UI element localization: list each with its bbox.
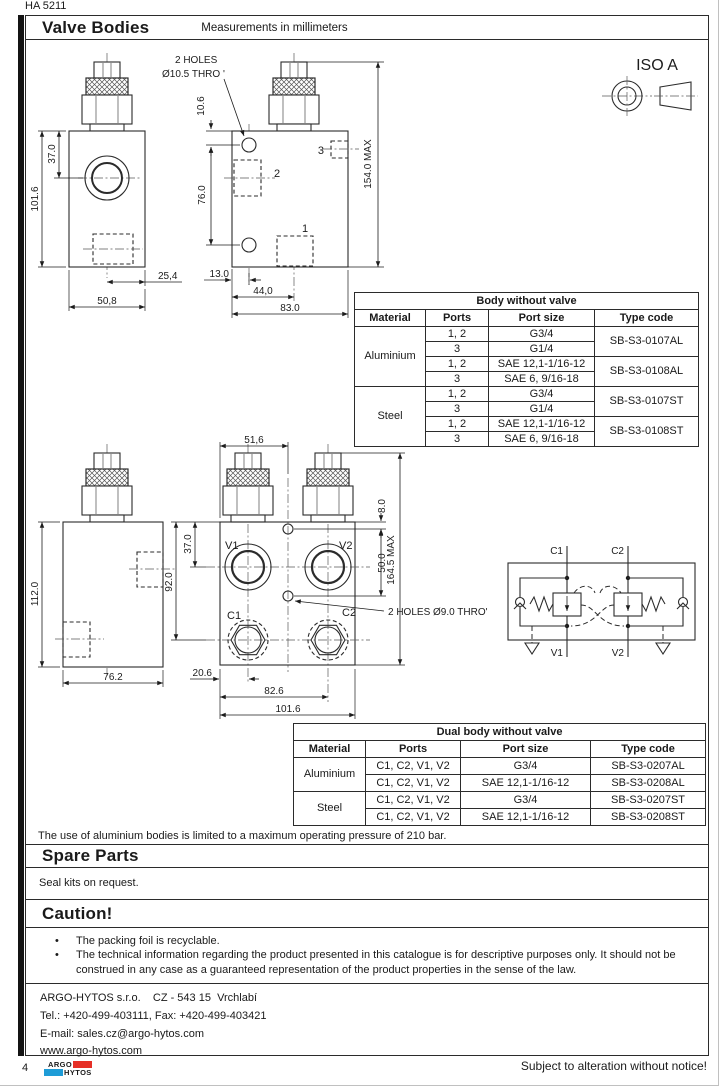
table1-col-ports: Ports xyxy=(426,310,489,327)
alteration-note: Subject to alteration without notice! xyxy=(520,1059,707,1073)
holes-note-line1: 2 HOLES xyxy=(175,55,218,66)
caution-title: Caution! xyxy=(42,903,113,923)
section-contact xyxy=(25,983,709,1056)
port-size-cell: SAE 12,1-1/16-12 xyxy=(489,417,595,432)
dual-body-side-view xyxy=(30,444,177,687)
port-3-label: 3 xyxy=(317,145,324,157)
table2-col-type-code: Type code xyxy=(591,741,706,758)
ports-cell: 1, 2 xyxy=(426,357,489,372)
port-size-cell: G1/4 xyxy=(489,342,595,357)
section-spare-parts-header xyxy=(25,844,709,868)
cartridge-cap-icon xyxy=(82,453,132,522)
iso-a-symbol xyxy=(594,50,712,114)
dim-37-0: 37.0 xyxy=(183,534,194,554)
section-caution-body xyxy=(25,927,709,984)
contact-address: ARGO-HYTOS s.r.o. CZ - 543 15 Vrchlabí xyxy=(40,992,258,1004)
ports-cell: 3 xyxy=(426,342,489,357)
spring-icon xyxy=(642,597,665,611)
port-size-cell: G3/4 xyxy=(461,758,591,775)
ports-cell: 3 xyxy=(426,372,489,387)
aluminium-pressure-note: The use of aluminium bodies is limited to a maximum operating pressure of 210 bar. xyxy=(38,830,447,842)
cartridge-cap-icon xyxy=(82,62,132,131)
cartridge-cap-icon xyxy=(269,62,319,131)
material-cell: Steel xyxy=(355,387,426,447)
schematic-c1-label: C1 xyxy=(550,546,563,557)
check-valve-icon xyxy=(516,598,525,607)
doc-code: HA 5211 xyxy=(25,0,67,12)
table-row xyxy=(294,792,706,809)
port-v2-label: V2 xyxy=(339,540,353,552)
ports-cell: C1, C2, V1, V2 xyxy=(366,775,461,792)
dual-body-front-view xyxy=(164,435,488,719)
caution-bullet-2: • The technical information regarding the product presented in this catalogue is for descriptive purposes only. It should not be construed in any case as a guaranteed representation of the product properties in the sense of the law. xyxy=(76,948,684,977)
port-c1-label: C1 xyxy=(227,610,242,622)
table-row xyxy=(355,327,699,342)
type-code-cell: SB-S3-0107AL xyxy=(595,327,699,357)
body-without-valve-table xyxy=(354,292,699,447)
page-title: Valve Bodies xyxy=(42,17,150,37)
contact-phone-fax: Tel.: +420-499-403111, Fax: +420-499-403421 xyxy=(40,1009,267,1022)
section-spare-parts-body xyxy=(25,867,709,900)
table1-title: Body without valve xyxy=(355,293,699,310)
ports-cell: 3 xyxy=(426,402,489,417)
iso-a-label: ISO A xyxy=(636,57,678,74)
caution-bullet-1: • The packing foil is recyclable. xyxy=(76,934,684,948)
check-valve-icon xyxy=(679,598,688,607)
table1-col-material: Material xyxy=(355,310,426,327)
port-size-cell: SAE 6, 9/16-18 xyxy=(489,432,595,447)
ports-cell: 3 xyxy=(426,432,489,447)
dim-50: 50.0 xyxy=(377,553,388,573)
table2-col-material: Material xyxy=(294,741,366,758)
dim-25-4: 25,4 xyxy=(158,271,178,282)
dual-body-without-valve-table xyxy=(293,723,706,826)
dim-154-max: 154.0 MAX xyxy=(363,139,374,189)
table-row xyxy=(355,387,699,402)
port-size-cell: SAE 6, 9/16-18 xyxy=(489,372,595,387)
port-size-cell: G1/4 xyxy=(489,402,595,417)
type-code-cell: SB-S3-0107ST xyxy=(595,387,699,417)
dim-51-6: 51,6 xyxy=(244,435,264,446)
dim-10-6: 10.6 xyxy=(196,96,207,116)
holes-note: 2 HOLES Ø9.0 THRO' xyxy=(388,607,488,618)
ports-cell: C1, C2, V1, V2 xyxy=(366,792,461,809)
type-code-cell: SB-S3-0108AL xyxy=(595,357,699,387)
schematic-v2-label: V2 xyxy=(611,648,624,659)
ports-cell: C1, C2, V1, V2 xyxy=(366,758,461,775)
table-row xyxy=(294,758,706,775)
table2-col-ports: Ports xyxy=(366,741,461,758)
cartridge-cap-icon xyxy=(223,453,273,522)
logo-hytos-text: HYTOS xyxy=(64,1067,92,1077)
port-1-label: 1 xyxy=(301,223,309,235)
spring-icon xyxy=(530,597,553,611)
dim-83: 83.0 xyxy=(280,303,300,314)
schematic-v1-label: V1 xyxy=(550,648,563,659)
table2-col-port-size: Port size xyxy=(461,741,591,758)
port-size-cell: G3/4 xyxy=(489,327,595,342)
section-caution-header xyxy=(25,899,709,928)
argo-hytos-logo xyxy=(44,1061,92,1076)
logo-blue-square-icon xyxy=(44,1069,63,1076)
dim-44: 44,0 xyxy=(253,286,273,297)
dual-body-drawing xyxy=(28,430,500,732)
single-body-side-view xyxy=(30,53,182,311)
type-code-cell: SB-S3-0207AL xyxy=(591,758,706,775)
dim-76: 76.0 xyxy=(197,185,208,205)
dim-50-8: 50,8 xyxy=(97,296,117,307)
cartridge-cap-icon xyxy=(303,453,353,522)
section-valve-bodies-header xyxy=(25,15,709,40)
spare-parts-title: Spare Parts xyxy=(42,846,139,865)
dim-101-6: 101.6 xyxy=(30,186,41,212)
ports-cell: 1, 2 xyxy=(426,417,489,432)
dim-82-6: 82.6 xyxy=(264,686,284,697)
type-code-cell: SB-S3-0208ST xyxy=(591,809,706,826)
table2-title: Dual body without valve xyxy=(294,724,706,741)
ports-cell: 1, 2 xyxy=(426,387,489,402)
dim-76-2: 76.2 xyxy=(103,672,123,683)
material-cell: Steel xyxy=(294,792,366,826)
type-code-cell: SB-S3-0207ST xyxy=(591,792,706,809)
table1-col-port-size: Port size xyxy=(489,310,595,327)
contact-email: E-mail: sales.cz@argo-hytos.com xyxy=(40,1027,204,1040)
single-body-drawing xyxy=(28,48,460,332)
dim-112: 112.0 xyxy=(30,581,41,607)
spare-parts-text: Seal kits on request. xyxy=(39,877,139,889)
logo-argo-text: ARGO xyxy=(48,1060,73,1069)
contact-website: www.argo-hytos.com xyxy=(40,1045,143,1058)
port-size-cell: G3/4 xyxy=(489,387,595,402)
dim-164-5-max: 164.5 MAX xyxy=(386,535,397,585)
dim-101-6-dual: 101.6 xyxy=(275,704,301,715)
ports-cell: C1, C2, V1, V2 xyxy=(366,809,461,826)
holes-note-line2: Ø10.5 THRO ' xyxy=(162,69,225,80)
dim-8: 8.0 xyxy=(377,499,388,513)
binding-bar xyxy=(18,15,24,1056)
measurements-note: Measurements in millimeters xyxy=(201,21,348,34)
drain-icon xyxy=(525,643,539,654)
dim-37: 37.0 xyxy=(47,144,58,164)
port-size-cell: SAE 12,1-1/16-12 xyxy=(461,809,591,826)
type-code-cell: SB-S3-0108ST xyxy=(595,417,699,447)
ports-cell: 1, 2 xyxy=(426,327,489,342)
port-v1-label: V1 xyxy=(225,540,239,552)
schematic-c2-label: C2 xyxy=(611,546,624,557)
material-cell: Aluminium xyxy=(294,758,366,792)
material-cell: Aluminium xyxy=(355,327,426,387)
table1-col-type-code: Type code xyxy=(595,310,699,327)
port-c2-label: C2 xyxy=(342,607,357,619)
type-code-cell: SB-S3-0208AL xyxy=(591,775,706,792)
single-body-front-view xyxy=(162,53,384,318)
port-size-cell: SAE 12,1-1/16-12 xyxy=(461,775,591,792)
dim-13: 13.0 xyxy=(209,269,229,280)
page-number: 4 xyxy=(22,1062,29,1074)
port-2-label: 2 xyxy=(274,168,281,180)
port-size-cell: G3/4 xyxy=(461,792,591,809)
drain-icon xyxy=(656,643,670,654)
hydraulic-schematic xyxy=(500,540,715,665)
dim-92: 92.0 xyxy=(164,572,175,592)
dim-20-6: 20.6 xyxy=(192,668,212,679)
port-size-cell: SAE 12,1-1/16-12 xyxy=(489,357,595,372)
